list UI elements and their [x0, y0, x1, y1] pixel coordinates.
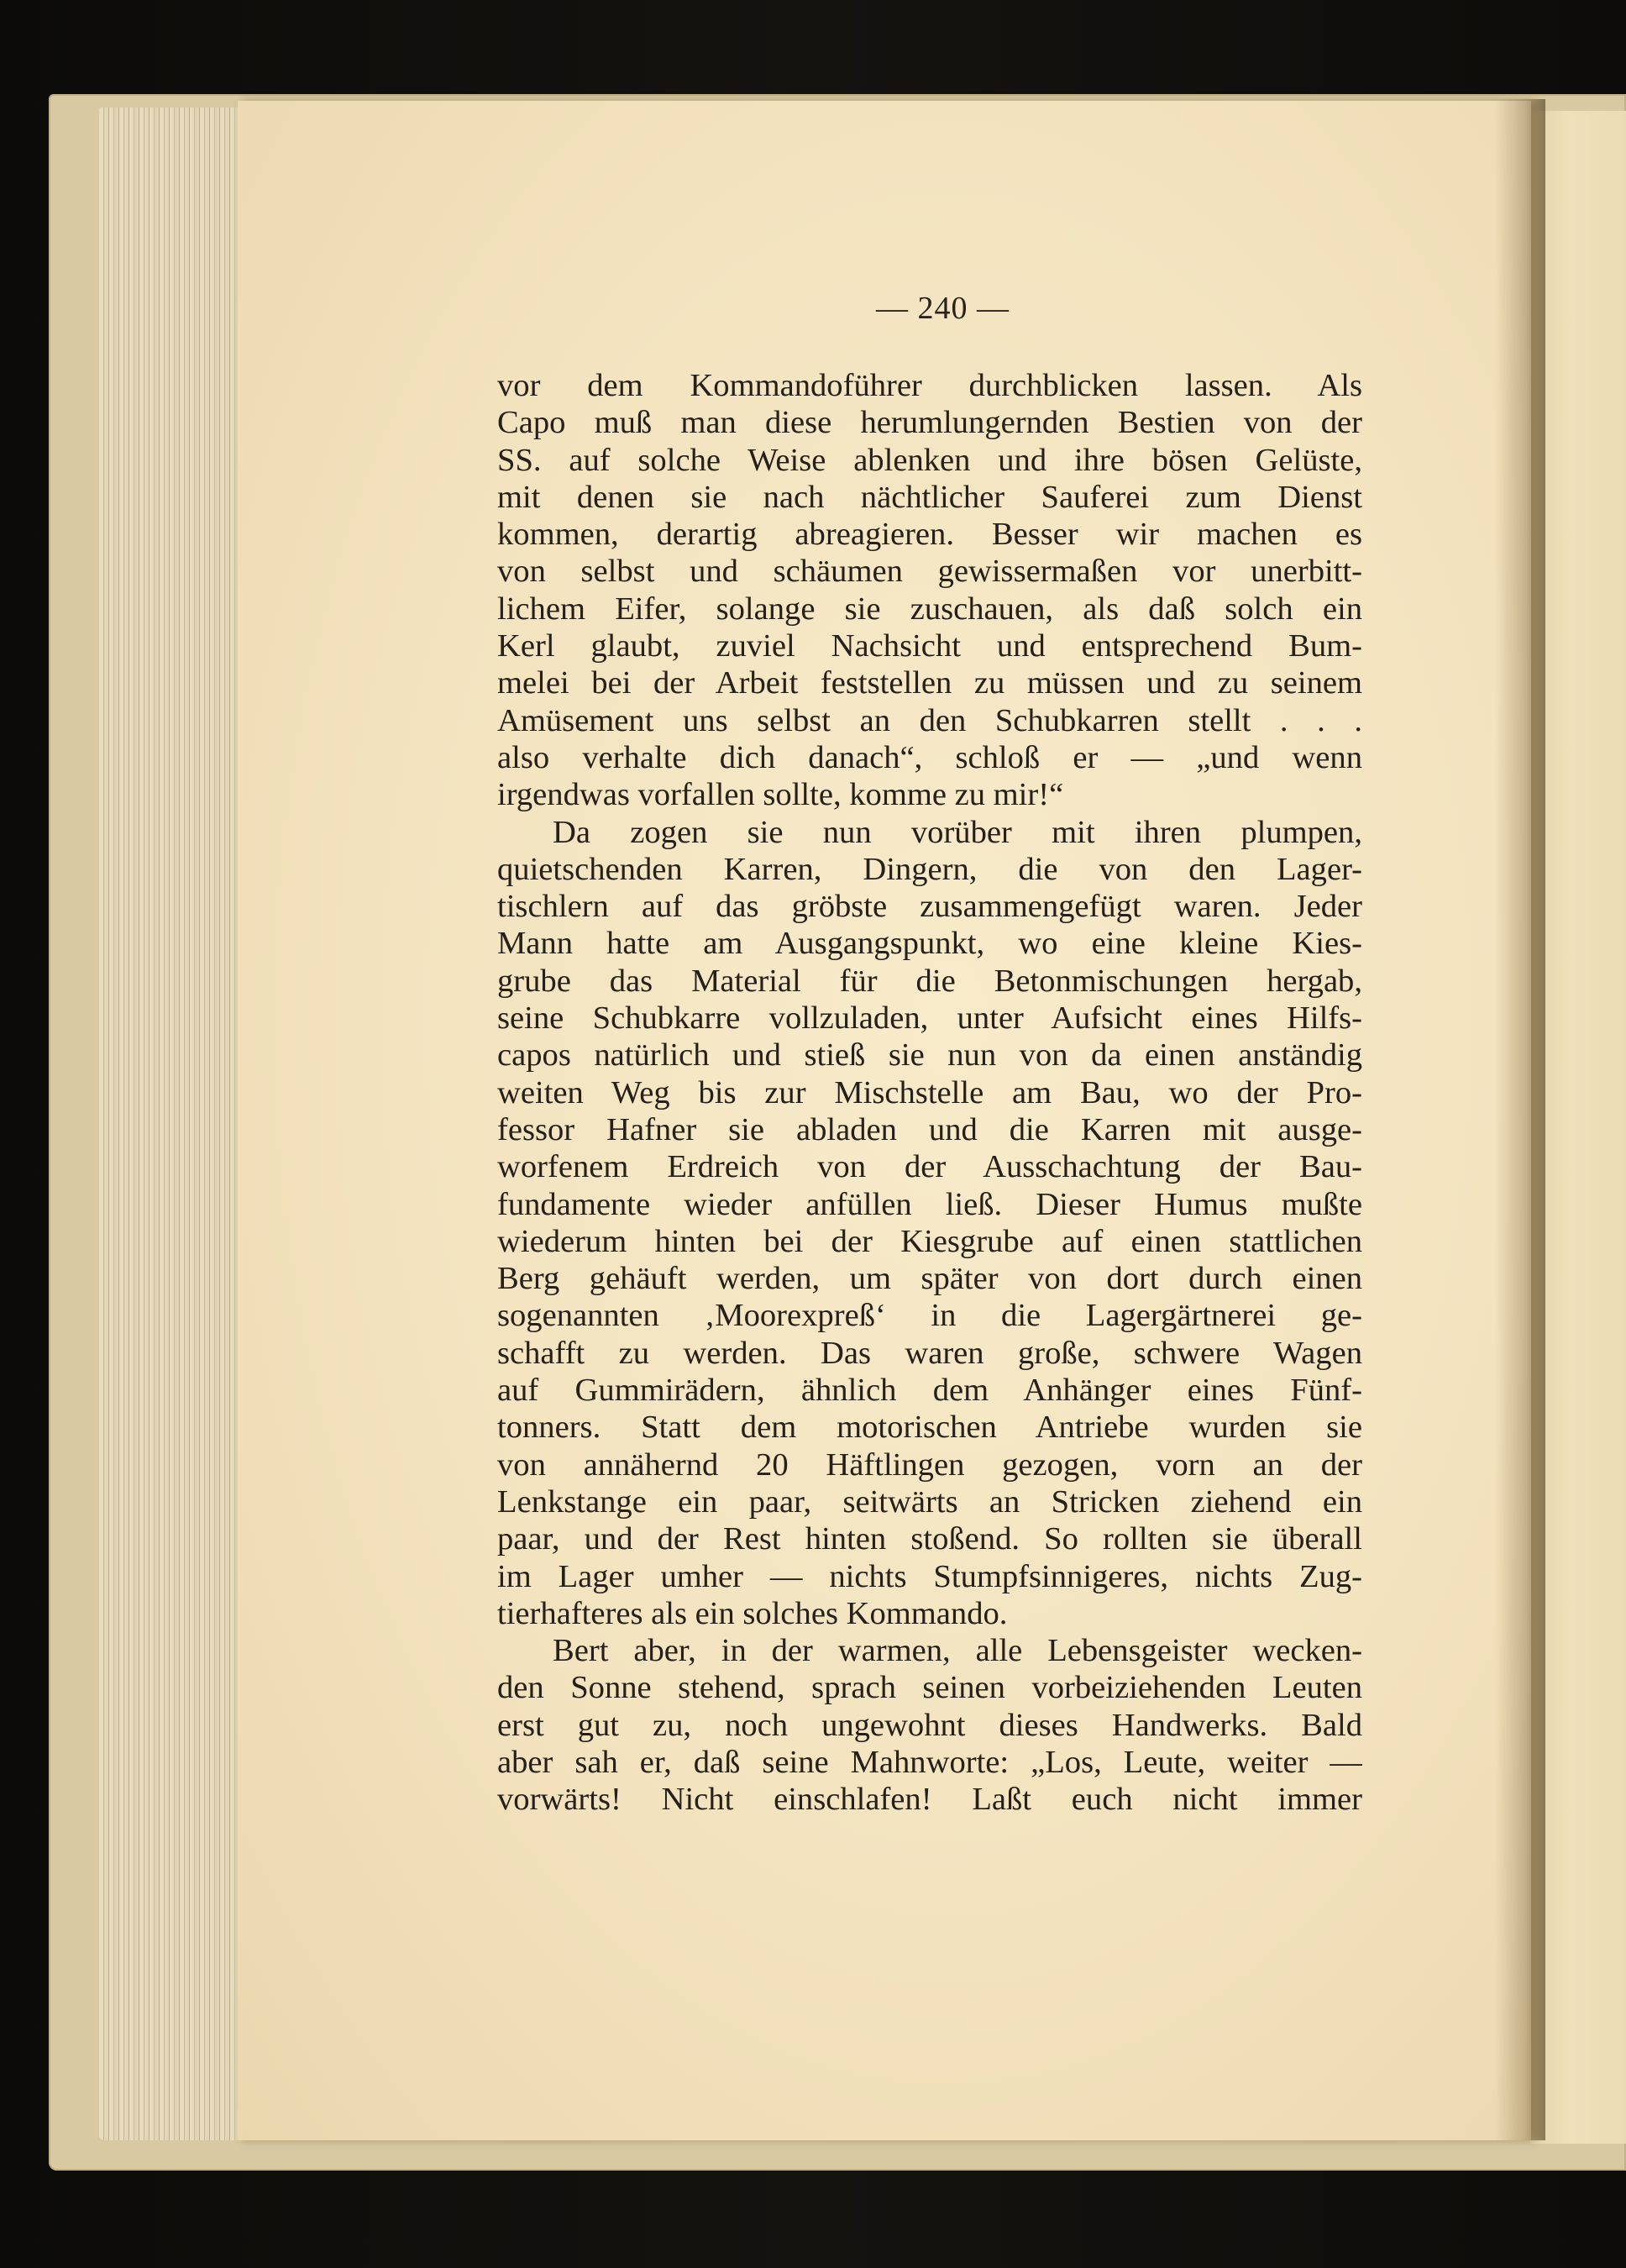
text-line: SS. auf solche Weise ablenken und ihre bösen Gelüste,: [497, 442, 1362, 478]
text-line: grube das Material für die Betonmischungen hergab,: [497, 963, 1362, 999]
text-line: melei bei der Arbeit feststellen zu müssen und zu seinem: [497, 665, 1362, 701]
text-line: quietschenden Karren, Dingern, die von den Lager-: [497, 851, 1362, 887]
text-line: kommen, derartig abreagieren. Besser wir machen es: [497, 517, 1362, 553]
text-line: worfenem Erdreich von der Ausschachtung der Bau-: [497, 1149, 1362, 1185]
text-line: weiten Weg bis zur Mischstelle am Bau, wo der Pro-: [497, 1074, 1362, 1110]
text-line: Capo muß man diese herumlungernden Bestien von der: [497, 405, 1362, 441]
page-number: — 240 —: [876, 291, 1010, 326]
text-line: von selbst und schäumen gewissermaßen vor unerbitt-: [497, 554, 1362, 590]
text-line: von annähernd 20 Häftlingen gezogen, vorn an der: [497, 1446, 1362, 1483]
text-line: Amüsement uns selbst an den Schubkarren stellt . . .: [497, 702, 1362, 738]
text-line: schafft zu werden. Das waren große, schwere Wagen: [497, 1335, 1362, 1371]
text-line: vorwärts! Nicht einschlafen! Laßt euch nicht immer: [497, 1782, 1362, 1818]
text-line: sogenannten ‚Moorexpreß‘ in die Lagergärtnerei ge-: [497, 1298, 1362, 1334]
text-line: Bert aber, in der warmen, alle Lebensgeister wecken-: [553, 1633, 1362, 1669]
page-edges: [99, 108, 246, 2140]
text-line: also verhalte dich danach“, schloß er — „und wenn: [497, 739, 1362, 775]
text-line: fundamente wieder anfüllen ließ. Dieser Humus mußte: [497, 1186, 1362, 1222]
text-line: im Lager umher — nichts Stumpfsinnigeres, nichts Zug-: [497, 1558, 1362, 1594]
text-line: tischlern auf das gröbste zusammengefügt waren. Jeder: [497, 889, 1362, 925]
text-line: capos natürlich und stieß sie nun von da einen anständig: [497, 1037, 1362, 1074]
text-line: erst gut zu, noch ungewohnt dieses Handwerks. Bald: [497, 1707, 1362, 1743]
text-line: mit denen sie nach nächtlicher Sauferei zum Dienst: [497, 479, 1362, 515]
text-line: Lenkstange ein paar, seitwärts an Stricken ziehend ein: [497, 1483, 1362, 1520]
text-line: tierhafteres als ein solches Kommando.: [497, 1595, 1008, 1631]
text-line: Kerl glaubt, zuviel Nachsicht und entsprechend Bum-: [497, 628, 1362, 664]
text-line: irgendwas vorfallen sollte, komme zu mir!“: [497, 777, 1064, 813]
text-line: den Sonne stehend, sprach seinen vorbeiziehenden Leuten: [497, 1670, 1362, 1706]
page-gutter-shadow: [1495, 99, 1545, 2140]
text-line: Mann hatte am Ausgangspunkt, wo eine kleine Kies-: [497, 926, 1362, 962]
text-line: lichem Eifer, solange sie zuschauen, als daß solch ein: [497, 591, 1362, 627]
text-line: fessor Hafner sie abladen und die Karren mit ausge-: [497, 1111, 1362, 1147]
text-line: Da zogen sie nun vorüber mit ihren plumpen,: [553, 814, 1362, 850]
text-line: wiederum hinten bei der Kiesgrube auf einen stattlichen: [497, 1223, 1362, 1259]
text-line: tonners. Statt dem motorischen Antriebe wurden sie: [497, 1410, 1362, 1446]
text-line: Berg gehäuft werden, um später von dort durch einen: [497, 1261, 1362, 1297]
text-line: paar, und der Rest hinten stoßend. So rollten sie überall: [497, 1521, 1362, 1557]
text-line: vor dem Kommandoführer durchblicken lassen. Als: [497, 368, 1362, 403]
text-line: aber sah er, daß seine Mahnworte: „Los, Leute, weiter —: [497, 1744, 1362, 1780]
text-line: auf Gummirädern, ähnlich dem Anhänger eines Fünf-: [497, 1373, 1362, 1409]
page-text: [497, 367, 1362, 1819]
text-line: seine Schubkarre vollzuladen, unter Aufsicht eines Hilfs-: [497, 1000, 1362, 1037]
